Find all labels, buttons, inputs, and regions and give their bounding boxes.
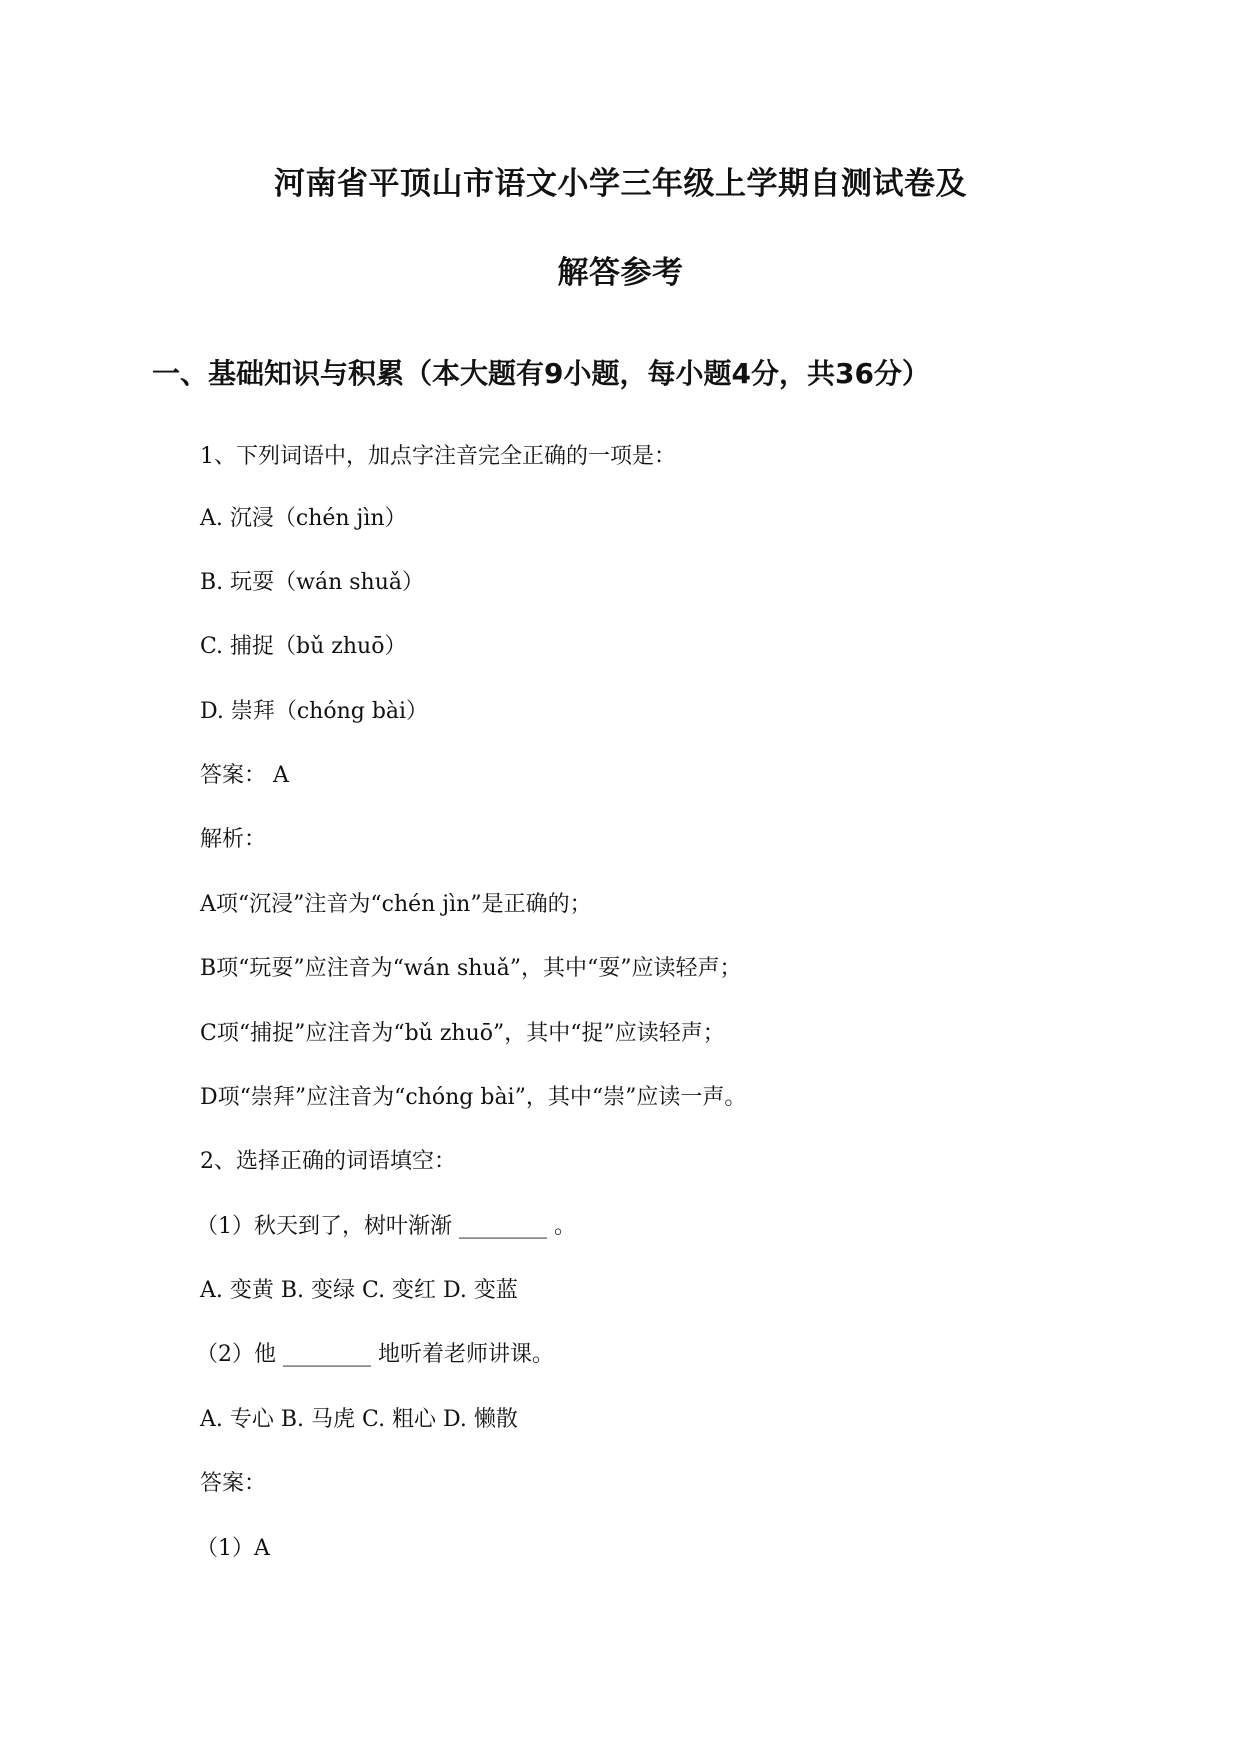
section-heading: 一、基础知识与积累（本大题有9小题，每小题4分，共36分） xyxy=(152,357,930,390)
question-1-option-c: C. 捕捉（bǔ zhuō） xyxy=(200,634,407,659)
question-1-option-d: D. 崇拜（chóng bài） xyxy=(200,699,429,724)
question-1-analysis-b: B项“玩耍”应注音为“wán shuǎ”，其中“耍”应读轻声； xyxy=(200,956,742,981)
question-2-stem: 2、选择正确的词语填空： xyxy=(200,1149,456,1174)
question-1-analysis-a: A项“沉浸”注音为“chén jìn”是正确的； xyxy=(200,892,592,917)
question-1-answer: 答案： A xyxy=(200,763,289,788)
question-2-sub-2-options: A. 专心 B. 马虎 C. 粗心 D. 懒散 xyxy=(200,1407,518,1432)
question-2-sub-1: （1）秋天到了，树叶渐渐 ________ 。 xyxy=(196,1214,576,1239)
question-2-answer-label: 答案： xyxy=(200,1471,267,1496)
document-title-line-1: 河南省平顶山市语文小学三年级上学期自测试卷及 xyxy=(274,166,967,202)
question-1-analysis-c: C项“捕捉”应注音为“bǔ zhuō”，其中“捉”应读轻声； xyxy=(200,1021,725,1046)
question-2-sub-2: （2）他 ________ 地听着老师讲课。 xyxy=(196,1342,554,1367)
question-2-answer-1: （1）A xyxy=(196,1536,270,1561)
question-1-analysis-label: 解析： xyxy=(200,827,267,852)
question-1-stem: 1、下列词语中，加点字注音完全正确的一项是： xyxy=(200,444,676,469)
question-1-analysis-d: D项“崇拜”应注音为“chóng bài”，其中“崇”应读一声。 xyxy=(200,1085,747,1110)
question-1-option-a: A. 沉浸（chén jìn） xyxy=(200,506,407,531)
question-1-option-b: B. 玩耍（wán shuǎ） xyxy=(200,570,425,595)
document-title-line-2: 解答参考 xyxy=(557,255,684,291)
question-2-sub-1-options: A. 变黄 B. 变绿 C. 变红 D. 变蓝 xyxy=(200,1278,518,1303)
